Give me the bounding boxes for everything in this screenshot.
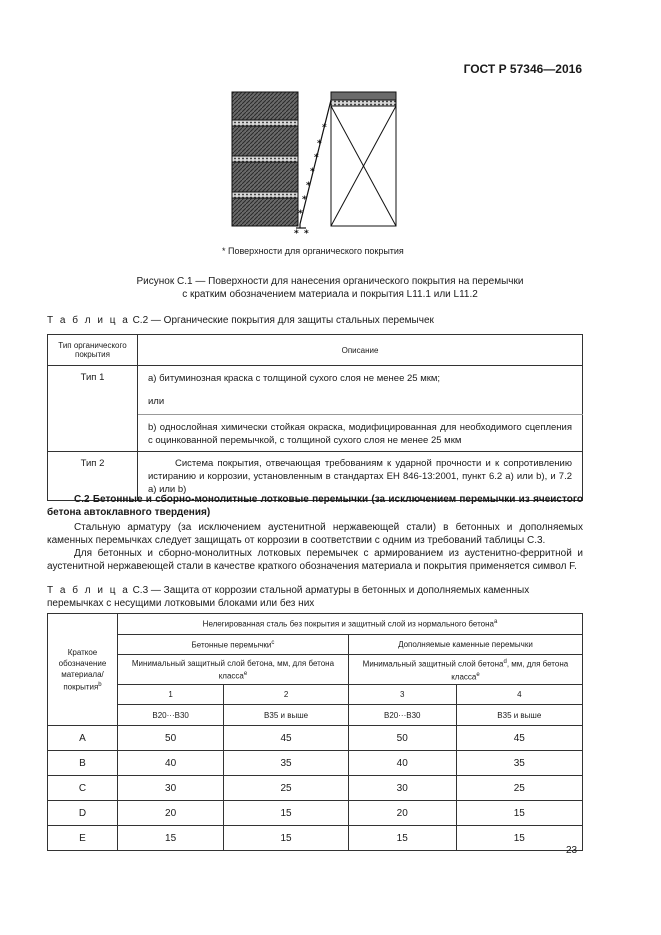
col-header-description: Описание <box>138 335 583 366</box>
value-cell: 20 <box>348 801 456 826</box>
table-header-row <box>48 685 583 705</box>
paragraph-1: Стальную арматуру (за исключением аустенитной нержавеющей стали) в бетонных и дополняемых каменных перемычках следует защищать от коррозии в соответствии с одним из требований таблицы С.3. <box>47 522 583 546</box>
value-cell: 35 <box>456 751 582 776</box>
option-a: a) битуминозная краска с толщиной сухого слоя не менее 25 мкм; <box>148 373 441 384</box>
coating-surface-stars <box>294 123 327 238</box>
table-c3-caption <box>47 584 587 610</box>
table-label: Т а б л и ц а <box>47 315 130 326</box>
star-marker: * <box>298 209 303 219</box>
star-marker: * <box>310 167 315 177</box>
figure-lintel-drawing <box>210 88 420 238</box>
col-header-type: Тип органического покрытия <box>48 335 138 366</box>
doc-code: ГОСТ Р 57346—2016 <box>463 62 582 76</box>
value-cell: 15 <box>348 826 456 851</box>
sub-header-cover: Минимальный защитный слой бетона, мм, для бетона класса$^e$ <box>118 655 349 685</box>
paragraph-2: Для бетонных и сборно-монолитных лотковых перемычек с армированием из аустенитно-ферритной и аустенитной нержавеющей стали в качестве краткого обозначения материала и покрытия применяется символ F. <box>47 548 583 572</box>
page-number: 23 <box>566 845 578 856</box>
brick-column <box>232 92 298 226</box>
value-cell: 15 <box>456 801 582 826</box>
group-header-concrete: Бетонные перемычки$^c$ <box>118 635 349 655</box>
code-cell: C <box>48 776 118 801</box>
code-cell: D <box>48 801 118 826</box>
type2-description: Система покрытия, отвечающая требованиям к ударной прочности и к сопротивлению истиранию и коррозии, установленным в стандартах ЕН 846-13:2001, пункт 6.2 а) или b), и 7.2 а) или b) <box>138 452 583 501</box>
figure-legend: * Поверхности для органического покрытия <box>222 246 404 256</box>
concrete-class: B20···B30 <box>118 705 224 726</box>
col-number: 2 <box>224 685 349 705</box>
figure-caption-line1: Рисунок С.1 — Поверхности для нанесения органического покрытия на перемычки <box>136 276 524 287</box>
type-cell: Тип 2 <box>48 452 138 501</box>
concrete-class: B35 и выше <box>224 705 349 726</box>
star-marker: * <box>322 123 327 133</box>
table-title: С.2 — Органические покрытия для защиты стальных перемычек <box>132 315 434 326</box>
value-cell: 50 <box>348 726 456 751</box>
table-row <box>48 776 583 801</box>
value-cell: 15 <box>456 826 582 851</box>
sub-header-cover: Минимальный защитный слой бетона$^d$, мм, для бетона класса$^e$ <box>348 655 582 685</box>
table-c2 <box>47 334 583 501</box>
value-cell: 15 <box>224 801 349 826</box>
value-cell: 40 <box>348 751 456 776</box>
table-header-row <box>48 614 583 635</box>
code-cell: A <box>48 726 118 751</box>
table-header-row <box>48 335 583 366</box>
concrete-class: B20···B30 <box>348 705 456 726</box>
value-cell: 20 <box>118 801 224 826</box>
table-row <box>48 826 583 851</box>
table-row <box>48 751 583 776</box>
star-marker: * <box>317 139 322 149</box>
top-header: Нелегированная сталь без покрытия и защитный слой из нормального бетона$^a$ <box>118 614 583 635</box>
table-c3 <box>47 613 583 851</box>
value-cell: 30 <box>348 776 456 801</box>
value-cell: 30 <box>118 776 224 801</box>
cross-section-box <box>331 92 396 226</box>
value-cell: 15 <box>224 826 349 851</box>
type-cell: Тип 1 <box>48 366 138 452</box>
group-header-masonry: Дополняемые каменные перемычки <box>348 635 582 655</box>
concrete-class: B35 и выше <box>456 705 582 726</box>
value-cell: 15 <box>118 826 224 851</box>
option-b: b) однослойная химически стойкая окраска, модифицированная для необходимого сцепления с оцинкованной перемычкой, с толщиной сухого слоя не менее 25 мкм <box>138 415 583 452</box>
star-marker: * <box>294 229 299 238</box>
table-label: Т а б л и ц а <box>47 585 130 596</box>
value-cell: 45 <box>224 726 349 751</box>
value-cell: 40 <box>118 751 224 776</box>
table-header-row <box>48 705 583 726</box>
value-cell: 25 <box>224 776 349 801</box>
value-cell: 25 <box>456 776 582 801</box>
table-header-row <box>48 635 583 655</box>
star-marker: * <box>302 195 307 205</box>
star-marker: * <box>304 229 309 238</box>
star-marker: * <box>306 181 311 191</box>
row-header: Краткое обозначение материала/ покрытия$^b$ <box>48 614 118 726</box>
col-number: 4 <box>456 685 582 705</box>
value-cell: 50 <box>118 726 224 751</box>
table-header-row <box>48 655 583 685</box>
code-cell: B <box>48 751 118 776</box>
code-cell: E <box>48 826 118 851</box>
value-cell: 35 <box>224 751 349 776</box>
col-number: 1 <box>118 685 224 705</box>
col-number: 3 <box>348 685 456 705</box>
value-cell: 45 <box>456 726 582 751</box>
option-or: или <box>148 396 165 407</box>
star-marker: * <box>314 153 319 163</box>
figure-caption <box>100 275 560 301</box>
table-row <box>48 801 583 826</box>
section-heading: С.2 Бетонные и сборно-монолитные лотковые перемычки (за исключением перемычки из ячеистого бетона автоклавного твердения) <box>47 494 583 518</box>
figure-caption-line2: с кратким обозначением материала и покрытия L11.1 или L11.2 <box>182 289 478 300</box>
table-row <box>48 726 583 751</box>
table-title: С.3 — Защита от коррозии стальной арматуры в бетонных и дополняемых каменных перемычках с несущими лотковыми блоками или без них <box>47 585 530 609</box>
table-row <box>48 366 583 415</box>
table-c2-caption <box>47 314 434 327</box>
